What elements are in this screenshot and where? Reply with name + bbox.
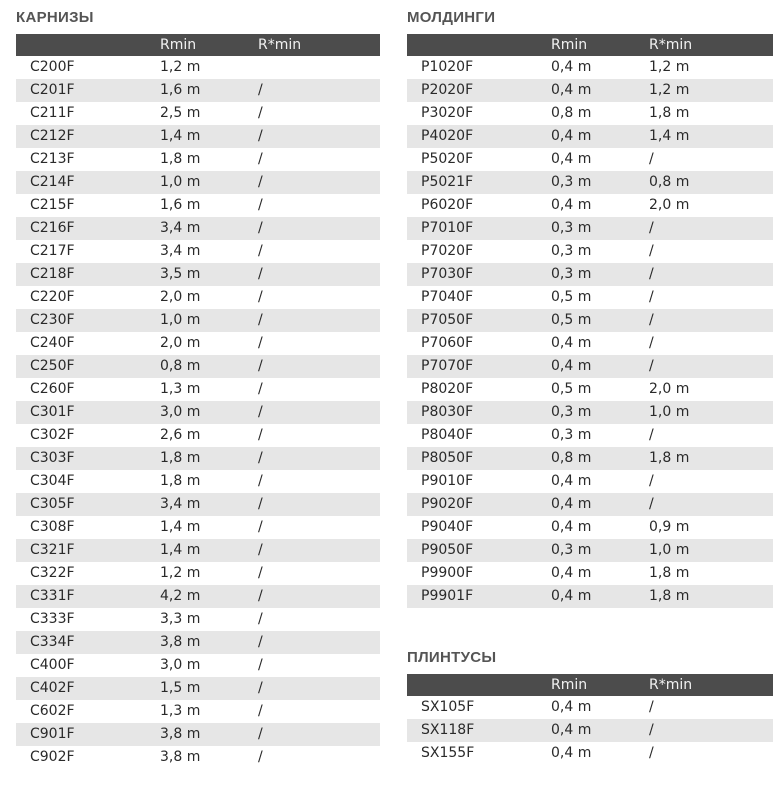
table-row <box>16 171 380 194</box>
cell-rmin: 0,3 m <box>547 217 645 240</box>
cell-rmin: 0,8 m <box>547 102 645 125</box>
skirtings-section <box>407 648 773 765</box>
cell-rmin: 3,4 m <box>156 240 254 263</box>
cell-code: C331F <box>16 585 156 608</box>
table-row <box>407 102 773 125</box>
cell-rstar-min: 1,8 m <box>645 585 773 608</box>
cell-code: C216F <box>16 217 156 240</box>
cornices-title: КАРНИЗЫ <box>16 9 94 26</box>
table-row <box>16 102 380 125</box>
cell-code: C260F <box>16 378 156 401</box>
cell-rmin: 1,4 m <box>156 125 254 148</box>
table-row <box>407 447 773 470</box>
cornices-table <box>16 34 380 769</box>
cell-rstar-min: / <box>254 470 380 493</box>
cell-rstar-min: / <box>254 654 380 677</box>
table-row <box>407 309 773 332</box>
table-row <box>407 79 773 102</box>
cell-rmin: 4,2 m <box>156 585 254 608</box>
table-row <box>16 447 380 470</box>
table-row <box>16 562 380 585</box>
table-row <box>16 148 380 171</box>
cell-code: C322F <box>16 562 156 585</box>
table-row <box>407 171 773 194</box>
cell-rmin: 0,4 m <box>547 493 645 516</box>
cell-rstar-min: / <box>254 194 380 217</box>
table-row <box>407 56 773 79</box>
cell-rmin: 1,0 m <box>156 171 254 194</box>
table-row <box>407 217 773 240</box>
table-row <box>16 217 380 240</box>
table-row <box>16 194 380 217</box>
cell-code: P7070F <box>407 355 547 378</box>
cell-rmin: 3,5 m <box>156 263 254 286</box>
cell-code: C212F <box>16 125 156 148</box>
table-row <box>16 608 380 631</box>
cell-rstar-min: / <box>254 424 380 447</box>
cell-code: C902F <box>16 746 156 769</box>
cell-code: P2020F <box>407 79 547 102</box>
cell-rstar-min: / <box>645 286 773 309</box>
table-row <box>407 424 773 447</box>
table-row <box>407 332 773 355</box>
cell-rstar-min: / <box>645 148 773 171</box>
cell-code: P7020F <box>407 240 547 263</box>
table-row <box>407 355 773 378</box>
cell-code: C217F <box>16 240 156 263</box>
cell-rstar-min: / <box>254 217 380 240</box>
cell-rmin: 3,0 m <box>156 401 254 424</box>
cell-code: C230F <box>16 309 156 332</box>
table-row <box>407 263 773 286</box>
table-row <box>407 125 773 148</box>
cell-rmin: 0,5 m <box>547 378 645 401</box>
cell-rstar-min: / <box>254 102 380 125</box>
cell-rstar-min: / <box>645 332 773 355</box>
table-row <box>16 654 380 677</box>
cell-rstar-min: 1,2 m <box>645 79 773 102</box>
cell-code: C308F <box>16 516 156 539</box>
cell-code: SX105F <box>407 696 547 719</box>
table-row <box>16 125 380 148</box>
cell-rmin: 1,2 m <box>156 562 254 585</box>
cell-rmin: 0,5 m <box>547 309 645 332</box>
cell-rmin: 0,4 m <box>547 696 645 719</box>
cell-rmin: 1,6 m <box>156 194 254 217</box>
table-header-row <box>407 674 773 696</box>
cell-rmin: 1,8 m <box>156 447 254 470</box>
table-row <box>16 516 380 539</box>
cell-rstar-min: 1,0 m <box>645 401 773 424</box>
cell-rstar-min: / <box>254 516 380 539</box>
cell-rmin: 1,8 m <box>156 470 254 493</box>
cell-rstar-min: 0,8 m <box>645 171 773 194</box>
header-code <box>407 674 547 696</box>
cell-code: C215F <box>16 194 156 217</box>
cell-rstar-min <box>254 56 380 79</box>
cell-rmin: 0,4 m <box>547 562 645 585</box>
table-row <box>407 378 773 401</box>
cell-rmin: 0,4 m <box>547 355 645 378</box>
cell-rstar-min: / <box>254 562 380 585</box>
cell-rmin: 1,6 m <box>156 79 254 102</box>
cell-rmin: 1,5 m <box>156 677 254 700</box>
cell-code: C250F <box>16 355 156 378</box>
moldings-title: МОЛДИНГИ <box>407 9 496 26</box>
cell-rmin: 0,4 m <box>547 148 645 171</box>
cell-rstar-min: / <box>254 286 380 309</box>
cell-rstar-min: 1,4 m <box>645 125 773 148</box>
header-rmin: Rmin <box>156 34 254 56</box>
cell-rmin: 1,3 m <box>156 700 254 723</box>
cell-rstar-min: / <box>254 240 380 263</box>
table-header-row <box>16 34 380 56</box>
skirtings-table <box>407 674 773 765</box>
cell-code: C200F <box>16 56 156 79</box>
header-rmin: Rmin <box>547 34 645 56</box>
cell-code: C304F <box>16 470 156 493</box>
cell-rmin: 1,8 m <box>156 148 254 171</box>
cell-rmin: 0,4 m <box>547 194 645 217</box>
cell-rmin: 1,3 m <box>156 378 254 401</box>
cell-code: C201F <box>16 79 156 102</box>
cell-rstar-min: / <box>645 240 773 263</box>
cell-code: P8030F <box>407 401 547 424</box>
cell-code: C211F <box>16 102 156 125</box>
cell-code: SX118F <box>407 719 547 742</box>
cell-code: C303F <box>16 447 156 470</box>
cell-code: P8040F <box>407 424 547 447</box>
header-rstar-min: R*min <box>645 34 773 56</box>
cell-code: C213F <box>16 148 156 171</box>
cell-rmin: 3,8 m <box>156 723 254 746</box>
cell-code: C301F <box>16 401 156 424</box>
cell-rstar-min: 1,0 m <box>645 539 773 562</box>
cell-rmin: 0,4 m <box>547 332 645 355</box>
cell-rstar-min: / <box>254 447 380 470</box>
header-rstar-min: R*min <box>254 34 380 56</box>
cell-rmin: 3,4 m <box>156 217 254 240</box>
cell-code: P7040F <box>407 286 547 309</box>
cell-rstar-min: 2,0 m <box>645 194 773 217</box>
cell-rmin: 0,4 m <box>547 585 645 608</box>
cell-code: C302F <box>16 424 156 447</box>
table-row <box>16 286 380 309</box>
table-row <box>407 585 773 608</box>
cell-code: P5020F <box>407 148 547 171</box>
cell-rmin: 3,3 m <box>156 608 254 631</box>
skirtings-title: ПЛИНТУСЫ <box>407 649 497 666</box>
cell-rmin: 0,4 m <box>547 719 645 742</box>
header-rstar-min: R*min <box>645 674 773 696</box>
cell-code: C901F <box>16 723 156 746</box>
cell-code: P9900F <box>407 562 547 585</box>
cell-code: C218F <box>16 263 156 286</box>
cell-code: C321F <box>16 539 156 562</box>
cell-rstar-min: / <box>645 696 773 719</box>
table-row <box>16 539 380 562</box>
cell-rstar-min: / <box>645 263 773 286</box>
table-row <box>407 696 773 719</box>
cell-rstar-min: / <box>254 723 380 746</box>
cell-rstar-min: 1,8 m <box>645 447 773 470</box>
table-row <box>16 470 380 493</box>
table-header-row <box>407 34 773 56</box>
cell-rmin: 0,3 m <box>547 171 645 194</box>
table-row <box>407 240 773 263</box>
table-row <box>16 677 380 700</box>
table-row <box>16 378 380 401</box>
cell-rstar-min: / <box>254 608 380 631</box>
moldings-table <box>407 34 773 608</box>
table-row <box>16 585 380 608</box>
cell-rmin: 0,4 m <box>547 125 645 148</box>
cell-rmin: 1,4 m <box>156 516 254 539</box>
cell-rstar-min: / <box>645 217 773 240</box>
cell-code: C333F <box>16 608 156 631</box>
cell-rstar-min: / <box>254 401 380 424</box>
cell-rstar-min: 1,2 m <box>645 56 773 79</box>
cell-rmin: 0,4 m <box>547 516 645 539</box>
cell-rstar-min: / <box>645 719 773 742</box>
cell-rmin: 2,0 m <box>156 286 254 309</box>
cell-rstar-min: / <box>254 79 380 102</box>
cell-code: P9050F <box>407 539 547 562</box>
cell-rmin: 0,3 m <box>547 424 645 447</box>
table-row <box>16 631 380 654</box>
cell-rmin: 3,4 m <box>156 493 254 516</box>
cell-code: P1020F <box>407 56 547 79</box>
cell-code: P9040F <box>407 516 547 539</box>
table-row <box>407 401 773 424</box>
cell-rstar-min: / <box>254 125 380 148</box>
cell-rstar-min: / <box>645 493 773 516</box>
cell-rstar-min: / <box>254 171 380 194</box>
cell-code: C402F <box>16 677 156 700</box>
cell-rstar-min: 1,8 m <box>645 562 773 585</box>
cell-rmin: 3,8 m <box>156 631 254 654</box>
table-row <box>407 562 773 585</box>
cell-rstar-min: 0,9 m <box>645 516 773 539</box>
cell-rstar-min: / <box>254 263 380 286</box>
cell-rmin: 0,4 m <box>547 79 645 102</box>
cell-rstar-min: / <box>254 309 380 332</box>
table-row <box>407 493 773 516</box>
table-row <box>407 470 773 493</box>
cornices-section <box>16 8 380 769</box>
cell-rstar-min: / <box>254 148 380 171</box>
cell-rmin: 0,4 m <box>547 56 645 79</box>
cell-rmin: 2,0 m <box>156 332 254 355</box>
cell-rmin: 1,4 m <box>156 539 254 562</box>
cell-rmin: 2,6 m <box>156 424 254 447</box>
cell-code: P9010F <box>407 470 547 493</box>
table-row <box>16 56 380 79</box>
cell-rmin: 0,3 m <box>547 240 645 263</box>
cell-rstar-min: / <box>254 677 380 700</box>
cell-code: P9020F <box>407 493 547 516</box>
cell-code: P7010F <box>407 217 547 240</box>
table-row <box>16 263 380 286</box>
cell-rstar-min: / <box>645 424 773 447</box>
header-code <box>407 34 547 56</box>
table-row <box>407 286 773 309</box>
table-row <box>16 355 380 378</box>
table-row <box>16 401 380 424</box>
cell-rstar-min: / <box>254 493 380 516</box>
cell-code: C400F <box>16 654 156 677</box>
cell-rmin: 1,0 m <box>156 309 254 332</box>
cell-rmin: 0,3 m <box>547 263 645 286</box>
cell-code: P6020F <box>407 194 547 217</box>
table-row <box>16 700 380 723</box>
cell-rstar-min: / <box>645 742 773 765</box>
cell-rstar-min: / <box>254 378 380 401</box>
cell-rmin: 1,2 m <box>156 56 254 79</box>
cell-code: C220F <box>16 286 156 309</box>
table-row <box>16 424 380 447</box>
cell-code: SX155F <box>407 742 547 765</box>
cell-rstar-min: / <box>254 332 380 355</box>
cell-code: P5021F <box>407 171 547 194</box>
table-row <box>407 719 773 742</box>
cell-code: P7060F <box>407 332 547 355</box>
cell-rstar-min: / <box>254 539 380 562</box>
cell-rmin: 3,8 m <box>156 746 254 769</box>
cell-rmin: 0,3 m <box>547 401 645 424</box>
table-row <box>407 148 773 171</box>
cell-rstar-min: / <box>254 746 380 769</box>
cell-rmin: 0,4 m <box>547 470 645 493</box>
cell-rmin: 0,4 m <box>547 742 645 765</box>
table-row <box>16 240 380 263</box>
cell-rstar-min: 2,0 m <box>645 378 773 401</box>
table-row <box>16 332 380 355</box>
cell-code: P9901F <box>407 585 547 608</box>
table-row <box>16 79 380 102</box>
cell-code: P7030F <box>407 263 547 286</box>
table-row <box>407 516 773 539</box>
cell-code: C214F <box>16 171 156 194</box>
table-row <box>16 746 380 769</box>
table-row <box>407 539 773 562</box>
cell-rmin: 0,8 m <box>156 355 254 378</box>
cell-rstar-min: / <box>254 355 380 378</box>
cell-code: C334F <box>16 631 156 654</box>
table-row <box>16 723 380 746</box>
cell-code: P7050F <box>407 309 547 332</box>
cell-rmin: 0,8 m <box>547 447 645 470</box>
cell-rstar-min: / <box>254 585 380 608</box>
table-row <box>16 309 380 332</box>
table-row <box>407 742 773 765</box>
cell-rmin: 2,5 m <box>156 102 254 125</box>
moldings-section <box>407 8 773 608</box>
cell-rmin: 3,0 m <box>156 654 254 677</box>
header-code <box>16 34 156 56</box>
cell-rstar-min: / <box>254 700 380 723</box>
cell-code: P3020F <box>407 102 547 125</box>
cell-rstar-min: / <box>645 470 773 493</box>
cell-code: P8050F <box>407 447 547 470</box>
cell-rstar-min: / <box>645 355 773 378</box>
header-rmin: Rmin <box>547 674 645 696</box>
cell-code: P4020F <box>407 125 547 148</box>
table-row <box>16 493 380 516</box>
cell-rmin: 0,3 m <box>547 539 645 562</box>
cell-rmin: 0,5 m <box>547 286 645 309</box>
table-row <box>407 194 773 217</box>
cell-code: C305F <box>16 493 156 516</box>
cell-code: C602F <box>16 700 156 723</box>
cell-rstar-min: 1,8 m <box>645 102 773 125</box>
cell-code: P8020F <box>407 378 547 401</box>
cell-rstar-min: / <box>645 309 773 332</box>
cell-code: C240F <box>16 332 156 355</box>
cell-rstar-min: / <box>254 631 380 654</box>
